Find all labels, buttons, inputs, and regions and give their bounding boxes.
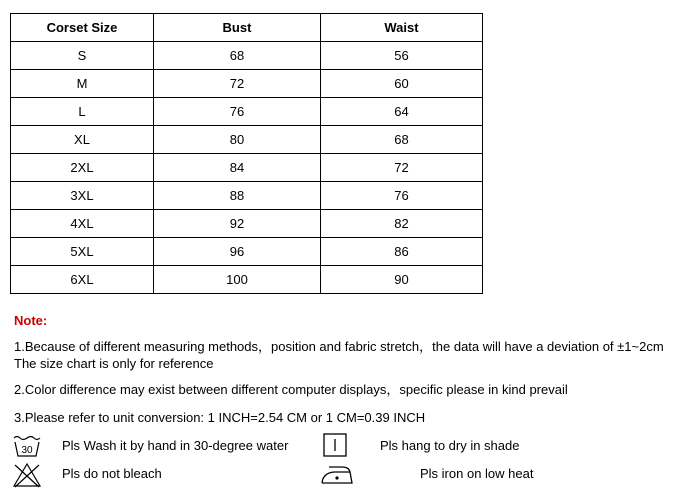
- waist-cell: 68: [321, 126, 483, 154]
- table-row: [11, 266, 483, 294]
- size-cell: 2XL: [11, 154, 154, 182]
- size-cell: 4XL: [11, 210, 154, 238]
- waist-cell: 56: [321, 42, 483, 70]
- bleach-instruction: Pls do not bleach: [62, 466, 162, 481]
- bust-cell: 88: [154, 182, 321, 210]
- table-row: [11, 238, 483, 266]
- bust-cell: 92: [154, 210, 321, 238]
- waist-cell: 82: [321, 210, 483, 238]
- note-line-1-continued: The size chart is only for reference: [14, 356, 214, 371]
- no-bleach-icon: [12, 462, 42, 488]
- header-bust: Bust: [154, 14, 321, 42]
- table-row: [11, 98, 483, 126]
- waist-cell: 64: [321, 98, 483, 126]
- table-row: [11, 210, 483, 238]
- waist-cell: 60: [321, 70, 483, 98]
- bust-cell: 96: [154, 238, 321, 266]
- note-title: Note:: [14, 313, 48, 328]
- iron-low-heat-icon: [320, 462, 354, 486]
- table-row: [11, 70, 483, 98]
- waist-cell: 72: [321, 154, 483, 182]
- size-cell: L: [11, 98, 154, 126]
- size-cell: 3XL: [11, 182, 154, 210]
- table-row: [11, 126, 483, 154]
- header-waist: Waist: [321, 14, 483, 42]
- table-row: [11, 42, 483, 70]
- size-cell: 6XL: [11, 266, 154, 294]
- bust-cell: 84: [154, 154, 321, 182]
- size-cell: XL: [11, 126, 154, 154]
- size-chart-table: [10, 13, 483, 294]
- table-row: [11, 182, 483, 210]
- bust-cell: 100: [154, 266, 321, 294]
- bust-cell: 68: [154, 42, 321, 70]
- bust-cell: 72: [154, 70, 321, 98]
- waist-cell: 90: [321, 266, 483, 294]
- table-header-row: [11, 14, 483, 42]
- size-cell: M: [11, 70, 154, 98]
- note-line-1: 1.Because of different measuring methods，position and fabric stretch，the data will have a deviation of ±1~2cm: [14, 339, 664, 354]
- wash-instruction: Pls Wash it by hand in 30-degree water: [62, 438, 289, 453]
- table-row: [11, 154, 483, 182]
- iron-instruction: Pls iron on low heat: [420, 466, 534, 481]
- waist-cell: 86: [321, 238, 483, 266]
- bust-cell: 76: [154, 98, 321, 126]
- bust-cell: 80: [154, 126, 321, 154]
- waist-cell: 76: [321, 182, 483, 210]
- hang-instruction: Pls hang to dry in shade: [380, 438, 520, 453]
- hang-dry-icon: [322, 433, 348, 457]
- wash-temperature: 30: [21, 445, 33, 456]
- header-corset-size: Corset Size: [11, 14, 154, 42]
- note-line-3: 3.Please refer to unit conversion: 1 INCH=2.54 CM or 1 CM=0.39 INCH: [14, 410, 426, 425]
- note-line-2: 2.Color difference may exist between different computer displays，specific please in kind prevail: [14, 382, 568, 397]
- hand-wash-icon: [12, 434, 42, 458]
- size-cell: 5XL: [11, 238, 154, 266]
- size-cell: S: [11, 42, 154, 70]
